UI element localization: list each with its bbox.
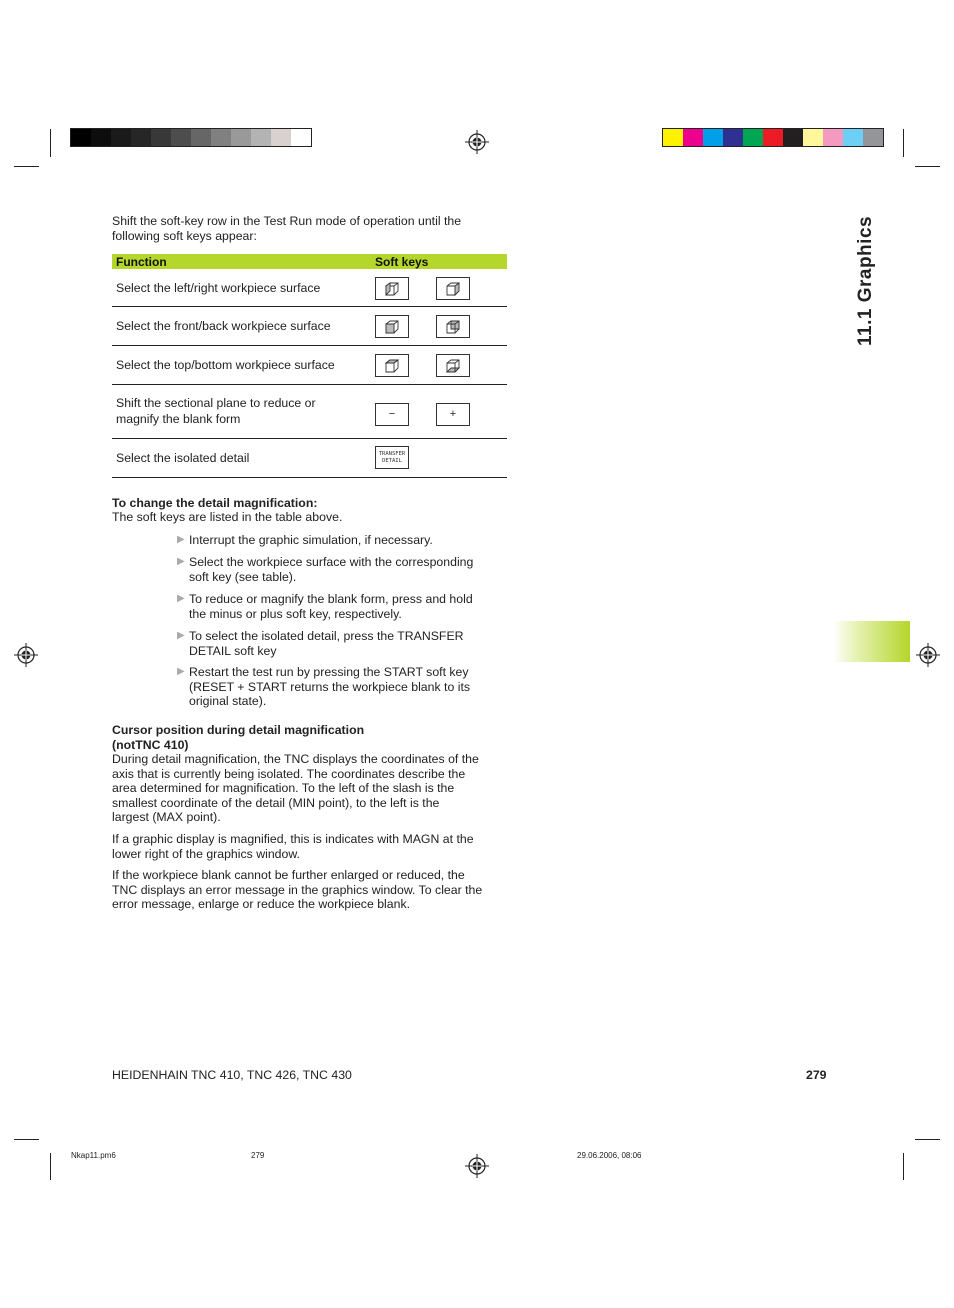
table-header [112,254,507,269]
intro-line: following soft keys appear: [112,228,257,243]
list-item-line: DETAIL soft key [189,643,277,658]
softkey-bottom-surface[interactable] [436,354,470,377]
row-function-text: Select the isolated detail [116,451,250,465]
softkey-back-surface[interactable] [436,315,470,338]
crop-mark [50,129,51,157]
intro-paragraph [112,214,507,243]
crop-mark [903,129,904,157]
table-row [112,307,507,346]
triangle-bullet-icon: ▶ [177,630,185,641]
transfer-detail-label [379,451,406,465]
softkey-label-line: TRANSFER [378,450,406,457]
crop-mark [915,1139,940,1140]
slug-page: 279 [251,1151,265,1160]
list-item-line: (RESET + START returns the workpiece blank to its [189,679,471,694]
color-swatch [151,129,171,146]
color-swatch [291,129,311,146]
color-swatch [91,129,111,146]
color-swatch [211,129,231,146]
color-swatch [191,129,211,146]
grayscale-color-bar [70,128,312,147]
minus-label: − [388,407,396,420]
softkey-top-surface[interactable] [375,354,409,377]
color-swatch [823,129,843,146]
plus-label: + [449,407,457,420]
row-function-text: Select the top/bottom workpiece surface [116,358,335,372]
list-item-line: Select the workpiece surface with the corresponding [189,555,474,569]
chapter-tab [833,621,910,662]
color-swatch [171,129,191,146]
color-swatch [783,129,803,146]
color-swatch [131,129,151,146]
table-row [112,346,507,385]
paragraph-line: smallest coordinate of the detail (MIN point), to the left is the [112,795,440,810]
color-swatch [863,129,883,146]
list-item-line: Restart the test run by pressing the START soft key [189,665,469,679]
cube-bottom-icon [445,358,461,374]
color-swatch [803,129,823,146]
cube-front-icon [384,319,400,335]
paragraph-line: If a graphic display is magnified, this is indicates with MAGN at the [112,832,474,846]
row-function-text: Select the left/right workpiece surface [116,281,321,295]
table-row [112,385,507,439]
paragraph-line: area determined for magnification. To the left of the slash is the [112,781,455,796]
paragraph-line: axis that is currently being isolated. The coordinates describe the [112,766,466,781]
crop-mark [14,1139,39,1140]
list-item-line: To select the isolated detail, press the TRANSFER [189,629,464,643]
triangle-bullet-icon: ▶ [177,534,185,545]
paragraph-line: largest (MAX point). [112,810,221,825]
color-swatch [111,129,131,146]
list-item-line: the minus or plus soft key, respectively. [189,606,402,621]
process-color-bar [662,128,884,147]
table-row [112,269,507,307]
paragraph [112,868,507,912]
page-number: 279 [806,1068,827,1082]
chapter-side-title: 11.1 Graphics [855,215,876,346]
cube-top-icon [384,358,400,374]
triangle-bullet-icon: ▶ [177,556,185,567]
section-heading-line: Cursor position during detail magnification [112,723,365,737]
crop-mark [50,1153,51,1180]
triangle-bullet-icon: ▶ [177,593,185,604]
section-text: The soft keys are listed in the table above. [112,510,343,524]
color-swatch [231,129,251,146]
color-swatch [683,129,703,146]
registration-mark-icon [465,130,489,154]
softkey-plus[interactable] [436,403,470,426]
crop-mark [14,166,39,167]
list-item-line: soft key (see table). [189,569,297,584]
color-swatch [743,129,763,146]
triangle-bullet-icon: ▶ [177,666,185,677]
color-swatch [763,129,783,146]
row-function-line: Shift the sectional plane to reduce or [116,396,316,410]
color-swatch [723,129,743,146]
header-function: Function [116,254,167,269]
softkey-right-surface[interactable] [436,277,470,300]
color-swatch [271,129,291,146]
cube-right-icon [445,281,461,297]
registration-mark-icon [465,1154,489,1178]
softkey-front-surface[interactable] [375,315,409,338]
color-swatch [71,129,91,146]
footer-product: HEIDENHAIN TNC 410, TNC 426, TNC 430 [112,1068,352,1082]
softkey-left-surface[interactable] [375,277,409,300]
row-function-text [116,396,316,427]
cube-back-icon [445,319,461,335]
slug-date: 29.06.2006, 08:06 [577,1151,642,1160]
paragraph-line: TNC displays an error message in the graphics window. To clear the [112,882,483,897]
color-swatch [251,129,271,146]
crop-mark [903,1153,904,1180]
table-row [112,439,507,478]
paragraph-line: During detail magnification, the TNC displays the coordinates of the [112,752,479,766]
softkey-table [112,254,507,478]
row-function-line: magnify the blank form [116,411,241,426]
list-item-line: Interrupt the graphic simulation, if necessary. [189,533,433,547]
list-item-line: To reduce or magnify the blank form, press and hold [189,592,473,606]
softkey-minus[interactable] [375,403,409,426]
paragraph-line: error message, enlarge or reduce the workpiece blank. [112,897,411,912]
paragraph [112,832,507,861]
section-heading [112,723,507,752]
list-item-line: original state). [189,694,267,709]
section-heading-line: (notTNC 410) [112,737,189,752]
registration-mark-icon [916,643,940,667]
intro-line: Shift the soft-key row in the Test Run mode of operation until the [112,214,462,228]
paragraph-line: lower right of the graphics window. [112,846,300,861]
paragraph [112,752,507,825]
color-swatch [663,129,683,146]
registration-mark-icon [14,643,38,667]
color-swatch [703,129,723,146]
softkey-label-line: DETAIL [382,457,402,464]
slug-file: Nkap11.pm6 [71,1151,116,1160]
crop-mark [915,166,940,167]
section-heading: To change the detail magnification: [112,496,318,510]
header-softkeys: Soft keys [375,254,429,269]
softkey-transfer-detail[interactable] [375,446,409,469]
row-function-text: Select the front/back workpiece surface [116,319,331,333]
paragraph-line: If the workpiece blank cannot be further enlarged or reduced, the [112,868,465,882]
cube-left-icon [384,281,400,297]
color-swatch [843,129,863,146]
